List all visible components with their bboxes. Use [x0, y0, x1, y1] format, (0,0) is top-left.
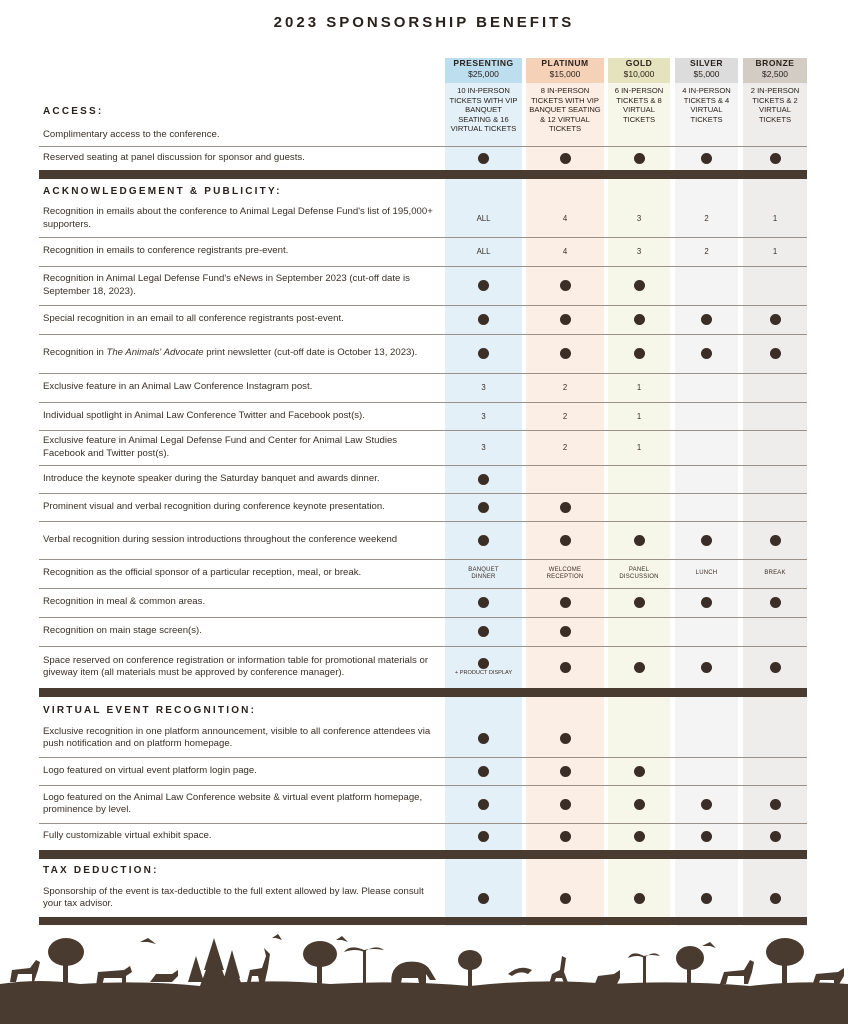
tier-amount: $10,000 — [623, 69, 655, 79]
cell-platinum — [526, 305, 604, 334]
benefit-label — [43, 237, 441, 266]
cell-platinum — [526, 465, 604, 493]
cell-bronze — [743, 266, 807, 305]
cell-gold — [608, 493, 670, 521]
cell-value: 1 — [636, 443, 642, 452]
footer-ground-band — [0, 986, 848, 1024]
tier-name: PLATINUM — [541, 58, 589, 68]
included-dot-icon — [478, 893, 489, 904]
cell-bronze — [743, 373, 807, 402]
cell-presenting — [445, 588, 522, 617]
included-dot-icon — [770, 799, 781, 810]
included-dot-icon — [560, 626, 571, 637]
cell-platinum — [526, 757, 604, 785]
cell-silver — [675, 879, 738, 917]
section-tax-deduction: TAX DEDUCTION: — [43, 865, 159, 876]
included-dot-icon — [701, 348, 712, 359]
cell-gold — [608, 305, 670, 334]
cell-presenting — [445, 373, 522, 402]
cell-silver — [675, 124, 738, 146]
cell-gold — [608, 373, 670, 402]
included-dot-icon — [478, 799, 489, 810]
tier-amount: $25,000 — [468, 69, 499, 79]
cell-presenting — [445, 559, 522, 588]
benefit-text-post: print newsletter (cut-off date is October 13, 2023). — [203, 347, 418, 359]
tier-allocation-gold: 6 IN-PERSON TICKETS & 8 VIRTUAL TICKETS — [614, 86, 664, 124]
cell-platinum — [526, 879, 604, 917]
benefit-text: Introduce the keynote speaker during the Saturday banquet and awards dinner. — [43, 472, 380, 484]
cell-platinum — [526, 785, 604, 823]
cell-value: 3 — [636, 247, 642, 256]
benefit-label — [43, 146, 441, 170]
benefit-label — [43, 266, 441, 305]
included-dot-icon — [560, 799, 571, 810]
cell-gold — [608, 646, 670, 688]
included-dot-icon — [634, 153, 645, 164]
cell-presenting — [445, 646, 522, 688]
section-access: ACCESS: — [43, 106, 104, 117]
benefit-label — [43, 430, 441, 465]
cell-bronze — [743, 334, 807, 373]
cell-presenting — [445, 879, 522, 917]
benefit-label — [43, 305, 441, 334]
benefit-text: Space reserved on conference registration or information table for promotional materials or giveway item (all materials must be approved by conference manager). — [43, 654, 429, 678]
cell-presenting — [445, 617, 522, 646]
included-dot-icon — [770, 597, 781, 608]
included-dot-icon — [478, 153, 489, 164]
benefit-label — [43, 402, 441, 430]
cell-gold — [608, 785, 670, 823]
cell-silver — [675, 757, 738, 785]
cell-silver — [675, 200, 738, 237]
included-dot-icon — [478, 626, 489, 637]
cell-platinum — [526, 200, 604, 237]
included-dot-icon — [701, 597, 712, 608]
included-dot-icon — [701, 662, 712, 673]
cell-presenting — [445, 402, 522, 430]
cell-bronze — [743, 785, 807, 823]
cell-bronze — [743, 493, 807, 521]
cell-value: 1 — [636, 383, 642, 392]
benefit-text: Logo featured on the Animal Law Conference website & virtual event platform homepage, prominence by level. — [43, 791, 423, 815]
tier-name: PRESENTING — [453, 58, 514, 68]
cell-bronze — [743, 879, 807, 917]
cell-silver — [675, 237, 738, 266]
included-dot-icon — [560, 597, 571, 608]
cell-bronze — [743, 402, 807, 430]
tier-name: BRONZE — [755, 58, 795, 68]
cell-bronze — [743, 559, 807, 588]
included-dot-icon — [634, 535, 645, 546]
benefit-text: Sponsorship of the event is tax-deductible to the full extent allowed by law. Please consult your tax advisor. — [43, 885, 424, 909]
included-dot-icon — [478, 502, 489, 513]
cell-presenting — [445, 785, 522, 823]
included-dot-icon — [560, 348, 571, 359]
cell-platinum — [526, 373, 604, 402]
benefit-text: Recognition in Animal Legal Defense Fund's eNews in September 2023 (cut-off date is September 18, 2023). — [43, 273, 410, 297]
cell-gold — [608, 430, 670, 465]
cell-gold — [608, 334, 670, 373]
cell-bronze — [743, 430, 807, 465]
included-dot-icon — [770, 314, 781, 325]
benefit-label — [43, 465, 441, 493]
included-dot-icon — [478, 314, 489, 325]
cell-value: 1 — [636, 411, 642, 421]
cell-value: 2 — [562, 443, 568, 452]
benefit-label — [43, 785, 441, 823]
benefit-text: Fully customizable virtual exhibit space. — [43, 830, 212, 842]
cell-gold — [608, 402, 670, 430]
cell-silver — [675, 146, 738, 170]
cell-bronze — [743, 588, 807, 617]
cell-silver — [675, 266, 738, 305]
cell-value: 2 — [562, 383, 568, 392]
cell-gold — [608, 124, 670, 146]
included-dot-icon — [701, 831, 712, 842]
cell-platinum — [526, 617, 604, 646]
included-dot-icon — [478, 535, 489, 546]
benefit-text: Recognition as the official sponsor of a particular reception, meal, or break. — [43, 567, 362, 579]
cell-value: 4 — [562, 214, 568, 223]
section-acknowledgement-publicity: ACKNOWLEDGEMENT & PUBLICITY: — [43, 186, 282, 197]
benefit-label — [43, 719, 441, 757]
cell-presenting — [445, 493, 522, 521]
cell-bronze — [743, 200, 807, 237]
cell-presenting — [445, 719, 522, 757]
cell-value: 3 — [481, 411, 486, 421]
cell-value: BANQUET DINNER — [468, 566, 499, 580]
cell-bronze — [743, 237, 807, 266]
cell-platinum — [526, 334, 604, 373]
benefit-label — [43, 200, 441, 237]
benefit-label — [43, 373, 441, 402]
cell-silver — [675, 334, 738, 373]
cell-gold — [608, 823, 670, 850]
benefit-label — [43, 493, 441, 521]
tier-header-platinum — [526, 58, 604, 83]
cell-value: 3 — [636, 214, 642, 223]
benefit-text: Reserved seating at panel discussion for sponsor and guests. — [43, 151, 305, 163]
cell-bronze — [743, 719, 807, 757]
cell-value: 2 — [562, 411, 568, 421]
cell-bronze — [743, 646, 807, 688]
benefit-label — [43, 124, 441, 146]
cell-bronze — [743, 146, 807, 170]
cell-silver — [675, 617, 738, 646]
cell-value: 1 — [772, 247, 778, 256]
section-virtual-event-recognition: VIRTUAL EVENT RECOGNITION: — [43, 705, 257, 716]
included-dot-icon — [770, 348, 781, 359]
product-display-note: + PRODUCT DISPLAY — [454, 669, 513, 676]
cell-presenting — [445, 237, 522, 266]
benefit-label — [43, 334, 441, 373]
benefit-text: Exclusive recognition in one platform announcement, visible to all conference attendees via push notification and on platform homepage. — [43, 725, 431, 749]
cell-silver — [675, 719, 738, 757]
included-dot-icon — [560, 280, 571, 291]
included-dot-icon — [478, 658, 489, 669]
cell-presenting — [445, 266, 522, 305]
cell-presenting — [445, 200, 522, 237]
included-dot-icon — [634, 831, 645, 842]
cell-silver — [675, 402, 738, 430]
tier-name: GOLD — [625, 58, 653, 68]
cell-value: 3 — [481, 443, 486, 452]
cell-gold — [608, 146, 670, 170]
cell-gold — [608, 719, 670, 757]
included-dot-icon — [478, 733, 489, 744]
tier-header-silver — [675, 58, 738, 83]
cell-gold — [608, 237, 670, 266]
benefit-text: Individual spotlight in Animal Law Conference Twitter and Facebook post(s). — [43, 409, 365, 421]
wildlife-silhouette-illustration — [0, 930, 848, 990]
cell-platinum — [526, 719, 604, 757]
cell-silver — [675, 588, 738, 617]
benefit-text: Verbal recognition during session introductions throughout the conference weekend — [43, 533, 398, 545]
benefit-text: Complimentary access to the conference. — [43, 128, 220, 140]
cell-value: 1 — [772, 214, 778, 223]
cell-presenting — [445, 334, 522, 373]
cell-presenting — [445, 465, 522, 493]
cell-bronze — [743, 305, 807, 334]
page-title: 2023 SPONSORSHIP BENEFITS — [273, 14, 575, 31]
cell-gold — [608, 266, 670, 305]
benefit-text: Recognition in emails about the conference to Animal Legal Defense Fund's list of 195,000+ supporters. — [43, 206, 433, 230]
cell-bronze — [743, 521, 807, 559]
included-dot-icon — [770, 153, 781, 164]
benefit-text-pre: Recognition in — [43, 347, 107, 359]
included-dot-icon — [634, 893, 645, 904]
cell-silver — [675, 465, 738, 493]
cell-bronze — [743, 617, 807, 646]
cell-silver — [675, 521, 738, 559]
section-divider-bar — [39, 850, 807, 859]
included-dot-icon — [770, 662, 781, 673]
tier-allocation-silver: 4 IN-PERSON TICKETS & 4 VIRTUAL TICKETS — [682, 86, 731, 124]
cell-gold — [608, 757, 670, 785]
cell-platinum — [526, 493, 604, 521]
benefit-label — [43, 757, 441, 785]
included-dot-icon — [770, 535, 781, 546]
cell-platinum — [526, 146, 604, 170]
tier-allocation-presenting: 10 IN-PERSON TICKETS WITH VIP BANQUET SEATING & 16 VIRTUAL TICKETS — [449, 86, 518, 134]
benefit-label — [43, 823, 441, 850]
tier-amount: $2,500 — [762, 69, 788, 79]
publication-title: The Animals' Advocate — [106, 347, 204, 359]
section-divider-bar — [39, 917, 807, 925]
cell-platinum — [526, 559, 604, 588]
benefit-text: Special recognition in an email to all conference registrants post-event. — [43, 313, 344, 325]
cell-platinum — [526, 237, 604, 266]
included-dot-icon — [560, 662, 571, 673]
included-dot-icon — [634, 662, 645, 673]
cell-value: WELCOME RECEPTION — [546, 566, 584, 580]
cell-gold — [608, 200, 670, 237]
section-divider-bar — [39, 688, 807, 697]
included-dot-icon — [478, 597, 489, 608]
cell-value: 3 — [481, 383, 486, 392]
cell-gold — [608, 588, 670, 617]
tier-header-bronze — [743, 58, 807, 83]
included-dot-icon — [478, 831, 489, 842]
included-dot-icon — [560, 153, 571, 164]
cell-presenting — [445, 305, 522, 334]
included-dot-icon — [560, 314, 571, 325]
cell-gold — [608, 521, 670, 559]
included-dot-icon — [634, 799, 645, 810]
cell-silver — [675, 430, 738, 465]
cell-platinum — [526, 124, 604, 146]
cell-value: 2 — [704, 214, 709, 223]
included-dot-icon — [770, 831, 781, 842]
cell-platinum — [526, 402, 604, 430]
included-dot-icon — [560, 831, 571, 842]
benefit-label — [43, 588, 441, 617]
tier-name: SILVER — [689, 58, 724, 68]
included-dot-icon — [560, 535, 571, 546]
cell-platinum — [526, 646, 604, 688]
cell-gold — [608, 559, 670, 588]
included-dot-icon — [701, 153, 712, 164]
cell-platinum — [526, 430, 604, 465]
tier-allocation-platinum: 8 IN-PERSON TICKETS WITH VIP BANQUET SEATING & 12 VIRTUAL TICKETS — [529, 86, 601, 134]
cell-value: 4 — [562, 247, 568, 256]
benefit-text: Exclusive feature in Animal Legal Defense Fund and Center for Animal Law Studies Facebook and Twitter post(s). — [43, 435, 398, 459]
cell-value: LUNCH — [695, 570, 718, 576]
cell-presenting — [445, 124, 522, 146]
tier-amount: $5,000 — [693, 69, 720, 79]
benefit-text: Prominent visual and verbal recognition during conference keynote presentation. — [43, 500, 385, 512]
cell-silver — [675, 373, 738, 402]
tier-header-gold — [608, 58, 670, 83]
benefit-text: Recognition on main stage screen(s). — [43, 625, 202, 637]
included-dot-icon — [560, 766, 571, 777]
included-dot-icon — [560, 733, 571, 744]
cell-bronze — [743, 757, 807, 785]
tier-allocation-bronze: 2 IN-PERSON TICKETS & 2 VIRTUAL TICKETS — [750, 86, 800, 124]
included-dot-icon — [560, 893, 571, 904]
benefit-label — [43, 521, 441, 559]
included-dot-icon — [478, 280, 489, 291]
cell-value: ALL — [476, 214, 491, 223]
benefit-label — [43, 617, 441, 646]
cell-silver — [675, 646, 738, 688]
cell-presenting — [445, 757, 522, 785]
cell-platinum — [526, 266, 604, 305]
included-dot-icon — [701, 314, 712, 325]
cell-presenting — [445, 430, 522, 465]
included-dot-icon — [634, 314, 645, 325]
cell-presenting — [445, 521, 522, 559]
included-dot-icon — [478, 766, 489, 777]
benefit-text: Exclusive feature in an Animal Law Conference Instagram post. — [43, 381, 313, 393]
included-dot-icon — [701, 535, 712, 546]
benefit-text — [43, 347, 417, 360]
tier-header-presenting — [445, 58, 522, 83]
included-dot-icon — [770, 893, 781, 904]
section-divider-bar — [39, 170, 807, 179]
included-dot-icon — [634, 280, 645, 291]
cell-bronze — [743, 124, 807, 146]
benefit-text: Recognition in emails to conference registrants pre-event. — [43, 245, 289, 257]
included-dot-icon — [701, 799, 712, 810]
benefit-label — [43, 646, 441, 688]
included-dot-icon — [634, 597, 645, 608]
cell-presenting — [445, 146, 522, 170]
included-dot-icon — [634, 766, 645, 777]
benefit-label — [43, 559, 441, 588]
cell-silver — [675, 785, 738, 823]
tier-amount: $15,000 — [549, 69, 581, 79]
cell-gold — [608, 465, 670, 493]
cell-bronze — [743, 823, 807, 850]
cell-silver — [675, 559, 738, 588]
cell-bronze — [743, 465, 807, 493]
cell-silver — [675, 305, 738, 334]
cell-value: 2 — [704, 247, 709, 256]
cell-value: PANEL DISCUSSION — [619, 566, 659, 580]
cell-silver — [675, 493, 738, 521]
cell-gold — [608, 879, 670, 917]
cell-value: BREAK — [764, 570, 786, 576]
included-dot-icon — [701, 893, 712, 904]
benefit-text: Recognition in meal & common areas. — [43, 596, 206, 608]
included-dot-icon — [560, 502, 571, 513]
benefit-text: Logo featured on virtual event platform login page. — [43, 764, 257, 776]
benefit-label — [43, 879, 441, 917]
included-dot-icon — [478, 348, 489, 359]
cell-value: ALL — [476, 247, 491, 256]
cell-platinum — [526, 521, 604, 559]
cell-platinum — [526, 588, 604, 617]
cell-platinum — [526, 823, 604, 850]
included-dot-icon — [478, 474, 489, 485]
cell-silver — [675, 823, 738, 850]
cell-gold — [608, 617, 670, 646]
included-dot-icon — [634, 348, 645, 359]
cell-presenting — [445, 823, 522, 850]
